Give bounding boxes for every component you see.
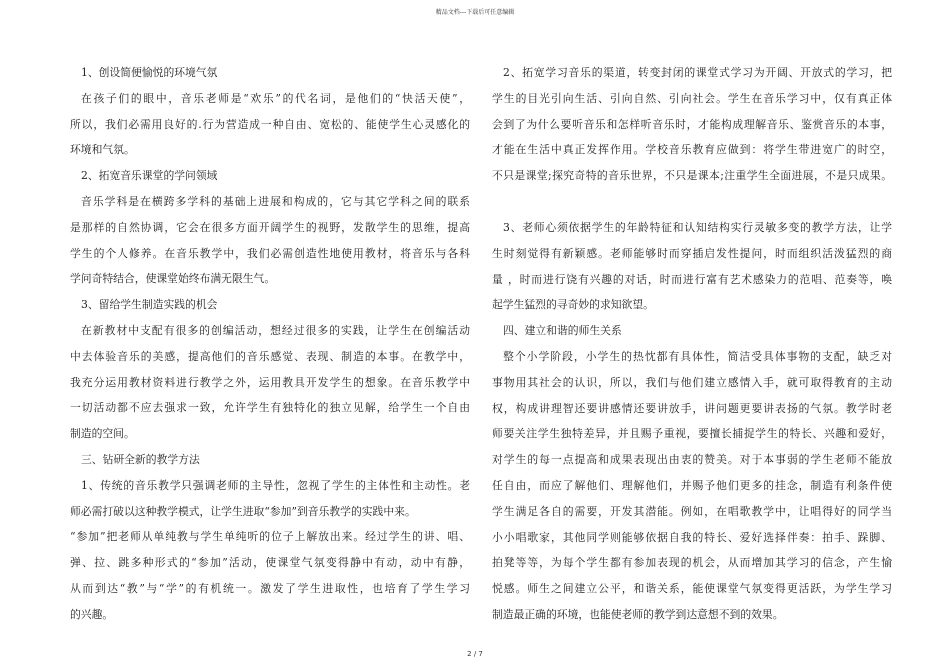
text-line: 中去体验音乐的美感，提高他们的音乐感觉、表现、制造的本事。在教学中， — [70, 349, 470, 363]
text-line: 对学生的每一点提高和成果表现出由衷的赞美。对于本事弱的学生老师不能放 — [492, 453, 892, 467]
text-line: 环境和气氛。 — [70, 143, 135, 157]
text-line: 整个小学阶段，小学生的热忱都有具体性，简洁受具体事物的支配，缺乏对 — [503, 349, 892, 363]
text-line: 四、建立和谐的师生关系 — [503, 324, 622, 338]
text-line: 才能在生活中真正发挥作用。学校音乐教育应做到：将学生带进宽广的时空， — [492, 143, 892, 157]
text-line: 学生满足各自的需要，开发其潜能。例如，在唱歌教学中，让唱得好的同学当 — [492, 504, 892, 518]
text-line: 3、老师心须依据学生的年龄特征和认知结构实行灵敏多变的教学方法，让学 — [503, 220, 892, 234]
text-line: “参加”把老师从单纯教与学生单纯听的位子上解放出来。经过学生的讲、唱、 — [70, 530, 470, 544]
text-line: 音乐学科是在横跨多学科的基础上进展和构成的，它与其它学科之间的联系 — [81, 194, 470, 208]
text-line: 我充分运用教材资料进行教学之外，运用教具开发学生的想象。在音乐教学中 — [70, 375, 470, 389]
text-line: 不只是课堂;探究奇特的音乐世界，不只是课本;注重学生全面进展，不是只成果。 — [492, 169, 892, 183]
text-line: 量 ，时而进行饶有兴趣的对话，时而进行富有艺术感染力的范唱、范奏等，唤 — [492, 272, 892, 286]
page-number: 2 / 7 — [467, 650, 483, 658]
text-line: 制造的空间。 — [70, 427, 135, 441]
text-line: 师必需打破以这种教学模式，让学生进取“参加”到音乐教学的实践中来。 — [70, 504, 416, 518]
text-line: 拍凳等等，为每个学生都有参加表现的机会，从而增加其学习的信念，产生愉 — [492, 556, 892, 570]
text-line: 生时刻觉得有新颖感。老师能够时而穿插启发性提问，时而组织活泼猛烈的商 — [492, 246, 892, 260]
text-line: 的兴趣。 — [70, 607, 114, 621]
text-line: 所以，我们必需用良好的.行为营造成一种自由、宽松的、能使学生心灵感化的 — [70, 117, 470, 131]
text-line: 制造最正确的环境，也能使老师的教学到达意想不到的效果。 — [492, 607, 784, 621]
text-line: 小小唱歌家，其他同学则能够依据自我的特长、爱好选择伴奏：拍手、跺脚、 — [492, 530, 892, 544]
text-line: 学问奇特结合，使课堂始终布满无限生气。 — [70, 272, 276, 286]
text-line: 一切活动都不应去强求一致，允许学生有独特化的独立见解，给学生一个自由 — [70, 401, 470, 415]
text-line: 1、传统的音乐教学只强调老师的主导性，忽视了学生的主体性和主动性。老 — [81, 478, 470, 492]
page-header: 精品文档---下载后可任意编辑 — [435, 9, 515, 16]
text-line: 任自由，而应了解他们、理解他们，并赐予他们更多的挂念，制造有利条件使 — [492, 478, 892, 492]
paragraph-spacer — [492, 189, 892, 215]
text-line: 是那样的自然协调，它会在很多方面开阔学生的视野，发散学生的思维，提高 — [70, 220, 470, 234]
text-line: 2、拓宽音乐课堂的学问领域 — [81, 169, 218, 183]
text-line: 悦感。师生之间建立公平，和谐关系，能使课堂气氛变得更活跃，为学生学习 — [492, 582, 892, 596]
text-line: 学生的目光引向生活、引向自然、引向社会。学生在音乐学习中，仅有真正体 — [492, 91, 892, 105]
text-line: 2、拓宽学习音乐的渠道，转变封闭的课堂式学习为开阔、开放式的学习，把 — [503, 66, 892, 79]
text-line: 学生的个人修养。在音乐教学中，我们必需创造性地使用教材，将音乐与各科 — [70, 246, 470, 260]
text-line: 权，构成讲理智还要讲感情还要讲放手，讲问题更要讲表扬的气氛。教学时老 — [492, 401, 892, 415]
text-line: 从而到达“教”与“学”的有机统一。激发了学生进取性，也培育了学生学习 — [70, 581, 470, 595]
text-line: 1、创设简便愉悦的环境气氛 — [81, 66, 218, 79]
text-line: 在孩子们的眼中，音乐老师是“欢乐”的代名词，是他们的“快活天使”， — [81, 91, 470, 105]
text-line: 弹、拉、跳多种形式的“参加”活动，使课堂气氛变得静中有动，动中有静， — [70, 556, 470, 570]
text-line: 起学生猛烈的寻奇妙的求知欲望。 — [492, 298, 654, 312]
text-line: 3、留给学生制造实践的机会 — [81, 298, 218, 312]
text-line: 事物用其社会的认识，所以，我们与他们建立感情入手，就可取得教育的主动 — [492, 375, 892, 389]
left-column — [70, 60, 470, 628]
text-line: 在新教材中支配有很多的创编活动，想经过很多的实践，让学生在创编活动 — [81, 323, 470, 337]
right-column — [492, 60, 892, 628]
text-line: 会到了为什么要听音乐和怎样听音乐时，才能构成理解音乐、鉴赏音乐的本事， — [492, 117, 892, 131]
text-line: 师要关注学生独特差异，并且赐予重视，要擅长捕捉学生的特长、兴趣和爱好， — [492, 427, 892, 441]
text-line: 三、钻研全新的教学方法 — [81, 452, 200, 466]
